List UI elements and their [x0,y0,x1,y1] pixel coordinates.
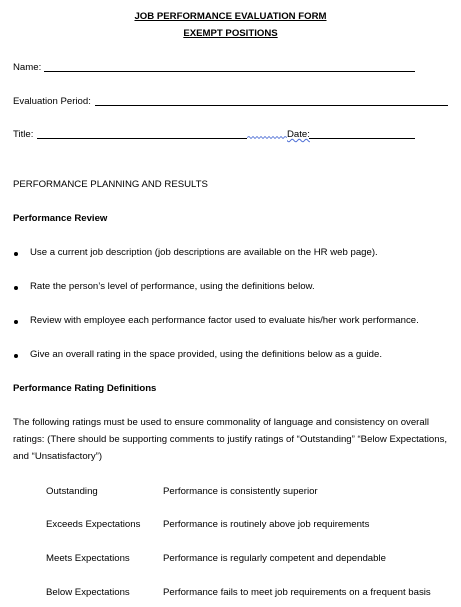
rating-term: Exceeds Expectations [46,519,141,530]
bullet-dot [14,286,18,290]
form-subtitle: EXEMPT POSITIONS [183,28,278,39]
bullet-item: Review with employee each performance factor used to evaluate his/her work performance. [30,315,419,326]
bullet-dot [14,354,18,358]
evaluation-period-label: Evaluation Period: [13,96,91,107]
bullet-item: Use a current job description (job descriptions are available on the HR web page). [30,247,378,258]
name-field-line[interactable] [44,71,415,72]
date-label: Date: [287,129,310,140]
rating-definitions-heading: Performance Rating Definitions [13,383,157,394]
spellcheck-squiggle [247,136,287,139]
performance-review-heading: Performance Review [13,213,108,224]
evaluation-period-field-line[interactable] [95,105,448,106]
date-field-line[interactable] [309,138,415,139]
bullet-dot [14,320,18,324]
rating-definition: Performance is routinely above job requirements [163,519,370,530]
title-label: Title: [13,129,34,140]
name-label: Name: [13,62,42,73]
title-field-line[interactable] [37,138,247,139]
rating-term: Outstanding [46,486,98,497]
bullet-item: Rate the person’s level of performance, using the definitions below. [30,281,315,292]
rating-definition: Performance fails to meet job requirements on a frequent basis [163,587,431,598]
rating-definition: Performance is consistently superior [163,486,318,497]
bullet-dot [14,252,18,256]
form-title: JOB PERFORMANCE EVALUATION FORM [134,11,327,22]
section-heading: PERFORMANCE PLANNING AND RESULTS [13,179,208,190]
rating-term: Meets Expectations [46,553,130,564]
rating-term: Below Expectations [46,587,130,598]
rating-definition: Performance is regularly competent and dependable [163,553,386,564]
definitions-intro: The following ratings must be used to ensure commonality of language and consistency on overall ratings: (There should be supporting comments to justify ratings of “Outstanding” “Below Expectations, and “Unsatisfactory”) [13,417,448,462]
bullet-item: Give an overall rating in the space provided, using the definitions below as a guide. [30,349,382,360]
